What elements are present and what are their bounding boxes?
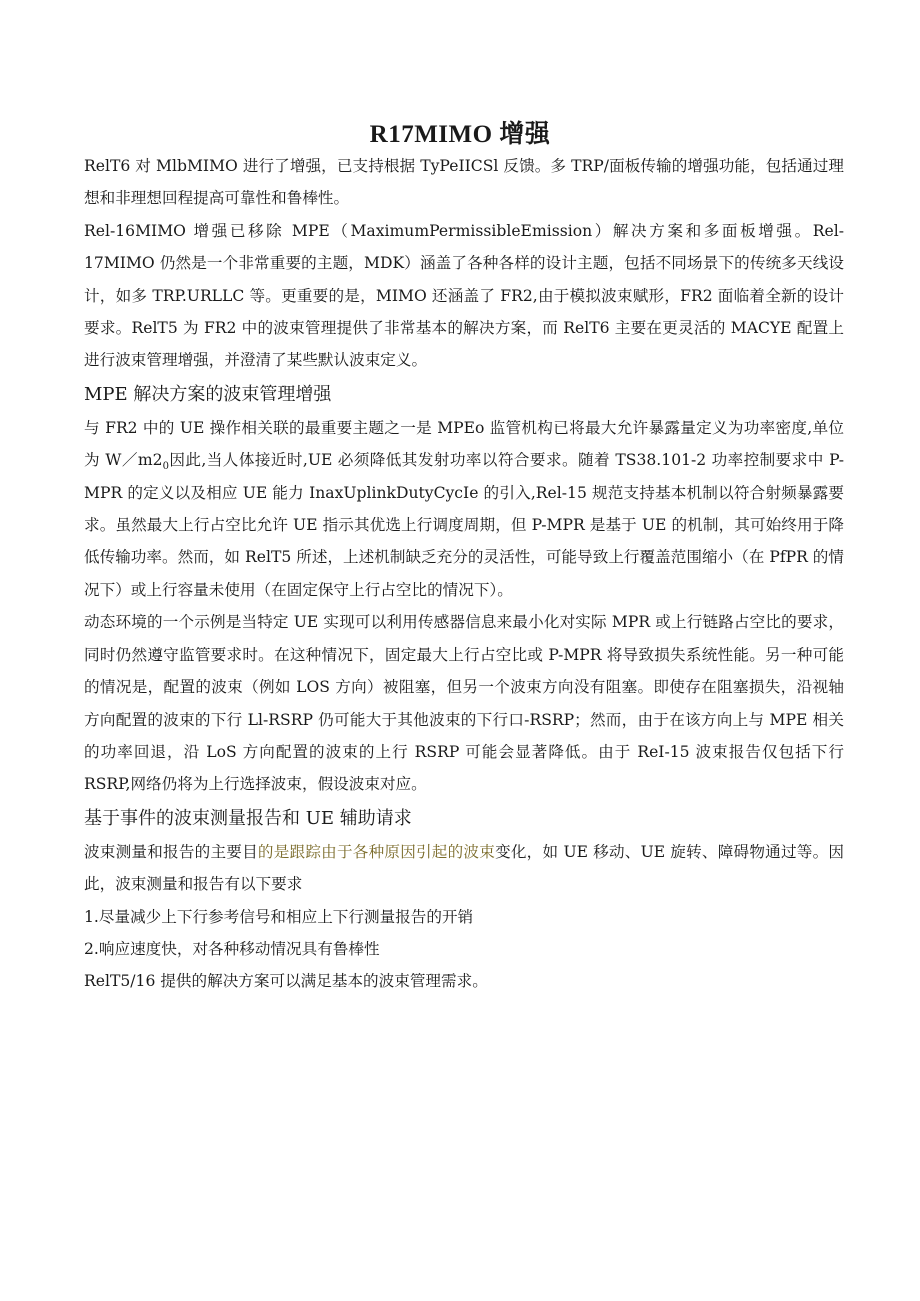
- document-title: R17MIMO 增强: [369, 121, 551, 148]
- beam-text-part1: 波束测量和报告的主要目: [84, 842, 258, 861]
- list-item-2: 2.响应速度快，对各种移动情况具有鲁棒性: [84, 939, 380, 958]
- unit-subscript: 0: [162, 461, 169, 473]
- paragraph-dynamic-environment: 动态环境的一个示例是当特定 UE 实现可以利用传感器信息来最小化对实际 MPR 或上行链路占空比的要求，同时仍然遵守监管要求时。在这种情况下，固定最大上行占空比或 P-MPR 将导致损失系统性能。另一种可能的情况是，配置的波束（例如 LOS 方向）被阻塞，但另一个波束方向没有阻塞。即使存在阻塞损失，沿视轴方向配置的波束的下行 Ll-RSRP 仍可能大于其他波束的下行口-RSRP；然而，由于在该方向上与 MPE 相关的功率回退，沿 LoS 方向配置的波束的上行 RSRP 可能会显著降低。由于 ReI-15 波束报告仅包括下行 RSRP,网络仍将为上行选择波束，假设波束对应。: [84, 613, 844, 794]
- paragraph-beam-measurement: [84, 836, 844, 901]
- paragraph-conclusion: RelT5/16 提供的解决方案可以满足基本的波束管理需求。: [84, 972, 488, 991]
- paragraph-mpe-power-density: [84, 412, 844, 606]
- list-item-1: 1.尽量减少上下行参考信号和相应上下行测量报告的开销: [84, 907, 474, 926]
- mpe-text-part1: 与 FR2 中的 UE 操作相关联的最重要主题之一是 MPEo 监管机构已将最大允许暴露量定义为功率密度,单位为 W／m2: [84, 418, 844, 470]
- paragraph-relt6-intro: RelT6 对 MlbMIMO 进行了增强，已支持根据 TyPeIICSl 反馈。多 TRP/面板传输的增强功能，包括通过理想和非理想回程提高可靠性和鲁棒性。: [84, 157, 844, 208]
- beam-text-highlight: 的是跟踪由于各种原因引起的波束: [257, 842, 496, 861]
- section-heading-mpe: MPE 解决方案的波束管理增强: [84, 383, 332, 405]
- beam-text-part2: 变化，如 UE 移动、UE 旋转、障碍物通过等。因此，波束测量和报告有以下要求: [84, 842, 844, 894]
- paragraph-rel16-mimo: Rel-16MIMO 增强已移除 MPE（MaximumPermissibleEmission）解决方案和多面板增强。Rel-17MIMO 仍然是一个非常重要的主题，MDK）涵盖了各种各样的设计主题，包括不同场景下的传统多天线设计，如多 TRP.URLLC 等。更重要的是，MIMO 还涵盖了 FR2,由于模拟波束赋形，FR2 面临着全新的设计要求。RelT5 为 FR2 中的波束管理提供了非常基本的解决方案，而 RelT6 主要在更灵活的 MACYE 配置上进行波束管理增强，并澄清了某些默认波束定义。: [84, 221, 844, 370]
- section-heading-event-based: 基于事件的波束测量报告和 UE 辅助请求: [84, 807, 412, 829]
- document-body: [84, 150, 844, 998]
- mpe-text-part2: 因此,当人体接近时,UE 必须降低其发射功率以符合要求。随着 TS38.101-2 功率控制要求中 P-MPR 的定义以及相应 UE 能力 InaxUplinkDutyCycIe 的引入,Rel-15 规范支持基本机制以符合射频暴露要求。虽然最大上行占空比允许 UE 指示其优选上行调度周期，但 P-MPR 是基于 UE 的机制，其可始终用于降低传输功率。然而，如 RelT5 所述，上述机制缺乏充分的灵活性，可能导致上行覆盖范围缩小（在 PfPR 的情况下）或上行容量未使用（在固定保守上行占空比的情况下）。: [84, 451, 844, 599]
